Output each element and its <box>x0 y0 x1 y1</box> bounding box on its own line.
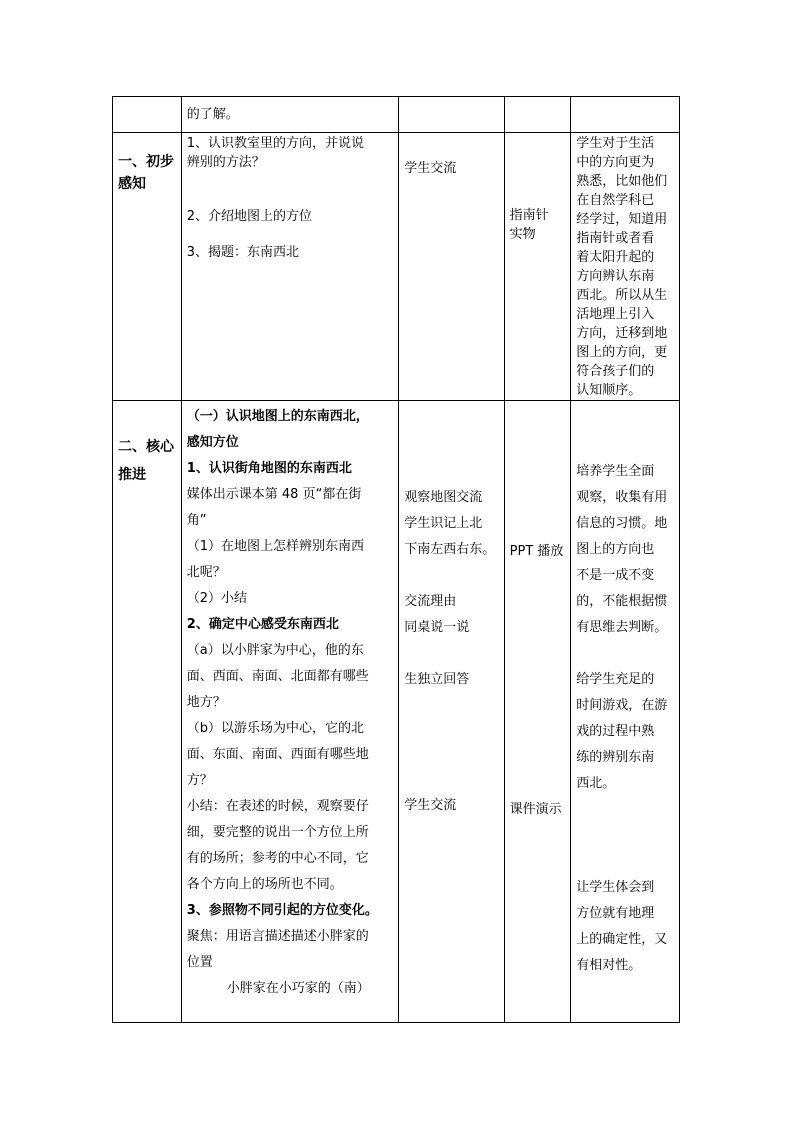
intent-line: 时间游戏，在游 <box>576 698 668 713</box>
intent-line: 符合孩子们的 <box>576 364 655 379</box>
content-line: 位置 <box>186 955 213 970</box>
content-heading: 1、认识街角地图的东南西北 <box>186 461 352 476</box>
content-line: 聚焦：用语言描述描述小胖家的 <box>186 929 369 944</box>
content-line: 方？ <box>186 773 213 788</box>
intent-line: 在自然学科已 <box>576 193 655 208</box>
intent-line: 图上的方向也 <box>576 542 655 557</box>
stage-label: 一、初步 <box>118 154 174 170</box>
stage-cell <box>113 401 182 1023</box>
table-row-core-advance <box>113 401 680 1023</box>
content-line: 3、揭题：东南西北 <box>186 245 300 260</box>
content-line: 的了解。 <box>186 107 239 122</box>
intent-line: 有思维去判断。 <box>576 620 668 635</box>
intent-line: 中的方向更为 <box>576 155 655 170</box>
student-cell <box>399 133 504 401</box>
media-line: 实物 <box>509 227 536 242</box>
intent-line: 西北。所以从生 <box>576 288 668 303</box>
student-activity: 生独立回答 <box>404 672 470 687</box>
student-activity: 观察地图交流 <box>404 490 483 505</box>
intent-line: 认知顺序。 <box>576 383 642 398</box>
intent-line: 熟悉，比如他们 <box>576 174 668 189</box>
intent-line: 的，不能根据惯 <box>576 594 668 609</box>
content-line: 1、认识教室里的方向，并说说 <box>186 136 365 151</box>
content-line: 地方？ <box>186 695 226 710</box>
content-line: 面、西面、南面、北面都有哪些 <box>186 669 369 684</box>
intent-cell <box>571 401 680 1023</box>
content-cell <box>181 133 398 401</box>
content-line: 有的场所；参考的中心不同，它 <box>186 851 369 866</box>
intent-line: 信息的习惯。地 <box>576 516 668 531</box>
content-heading: 2、确定中心感受东南西北 <box>186 617 339 632</box>
media-line: 课件演示 <box>509 802 562 817</box>
lesson-plan-table <box>112 96 680 1023</box>
media-cell <box>504 133 571 401</box>
content-line: 小胖家在小巧家的（南） <box>226 981 370 996</box>
media-line: PPT 播放 <box>509 544 564 559</box>
student-cell <box>399 401 504 1023</box>
content-line: 各个方向上的场所也不同。 <box>186 877 343 892</box>
content-cell <box>181 97 398 133</box>
intent-line: 上的确定性，又 <box>576 932 668 947</box>
content-line: （1）在地图上怎样辨别东南西 <box>186 539 365 554</box>
stage-label: 感知 <box>118 176 146 192</box>
intent-line: 活地理上引入 <box>576 307 655 322</box>
content-line: 2、介绍地图上的方位 <box>186 209 313 224</box>
intent-line: 学生对于生活 <box>576 136 655 151</box>
content-line: 北呢？ <box>186 565 226 580</box>
content-line: （2）小结 <box>186 591 248 606</box>
content-line: （a）以小胖家为中心，他的东 <box>186 643 364 658</box>
content-cell <box>181 401 398 1023</box>
intent-line: 戏的过程中熟 <box>576 724 655 739</box>
intent-line: 培养学生全面 <box>576 464 655 479</box>
stage-label: 推进 <box>118 467 146 483</box>
student-activity: 学生识记上北 <box>404 516 483 531</box>
table-row-continuation <box>113 97 680 133</box>
media-cell <box>504 97 571 133</box>
intent-line: 观察，收集有用 <box>576 490 668 505</box>
stage-cell <box>113 133 182 401</box>
media-cell <box>504 401 571 1023</box>
student-activity: 下南左西右东。 <box>404 542 496 557</box>
content-line: 媒体出示课本第 48 页“都在街 <box>186 487 362 502</box>
content-line: （b）以游乐场为中心，它的北 <box>186 721 365 736</box>
content-heading: （一）认识地图上的东南西北， <box>186 409 369 424</box>
content-line: 细，要完整的说出一个方位上所 <box>186 825 369 840</box>
stage-label: 二、核心 <box>118 439 174 455</box>
intent-line: 指南针或者看 <box>576 231 655 246</box>
content-line: 面、东面、南面、西面有哪些地 <box>186 747 369 762</box>
intent-line: 练的辨别东南 <box>576 750 655 765</box>
content-line: 角” <box>186 513 207 528</box>
intent-line: 有相对性。 <box>576 958 642 973</box>
student-activity: 同桌说一说 <box>404 620 470 635</box>
intent-line: 着太阳升起的 <box>576 250 655 265</box>
stage-cell <box>113 97 182 133</box>
intent-line: 给学生充足的 <box>576 672 655 687</box>
intent-cell <box>571 97 680 133</box>
content-line: 小结：在表述的时候，观察要仔 <box>186 799 369 814</box>
intent-line: 让学生体会到 <box>576 880 655 895</box>
content-heading: 感知方位 <box>186 435 239 450</box>
student-activity: 学生交流 <box>404 798 457 813</box>
student-activity: 交流理由 <box>404 594 457 609</box>
table-row-initial-perception <box>113 133 680 401</box>
intent-line: 方向，迁移到地 <box>576 326 668 341</box>
student-activity: 学生交流 <box>404 161 457 176</box>
intent-line: 方位就有地理 <box>576 906 655 921</box>
intent-line: 方向辨认东南 <box>576 269 655 284</box>
intent-line: 经学过，知道用 <box>576 212 668 227</box>
content-line: 辨别的方法？ <box>186 155 265 170</box>
student-cell <box>399 97 504 133</box>
media-line: 指南针 <box>509 208 549 223</box>
intent-line: 不是一成不变 <box>576 568 655 583</box>
intent-cell <box>571 133 680 401</box>
content-heading: 3、参照物不同引起的方位变化。 <box>186 903 378 918</box>
intent-line: 图上的方向，更 <box>576 345 668 360</box>
intent-line: 西北。 <box>576 776 616 791</box>
